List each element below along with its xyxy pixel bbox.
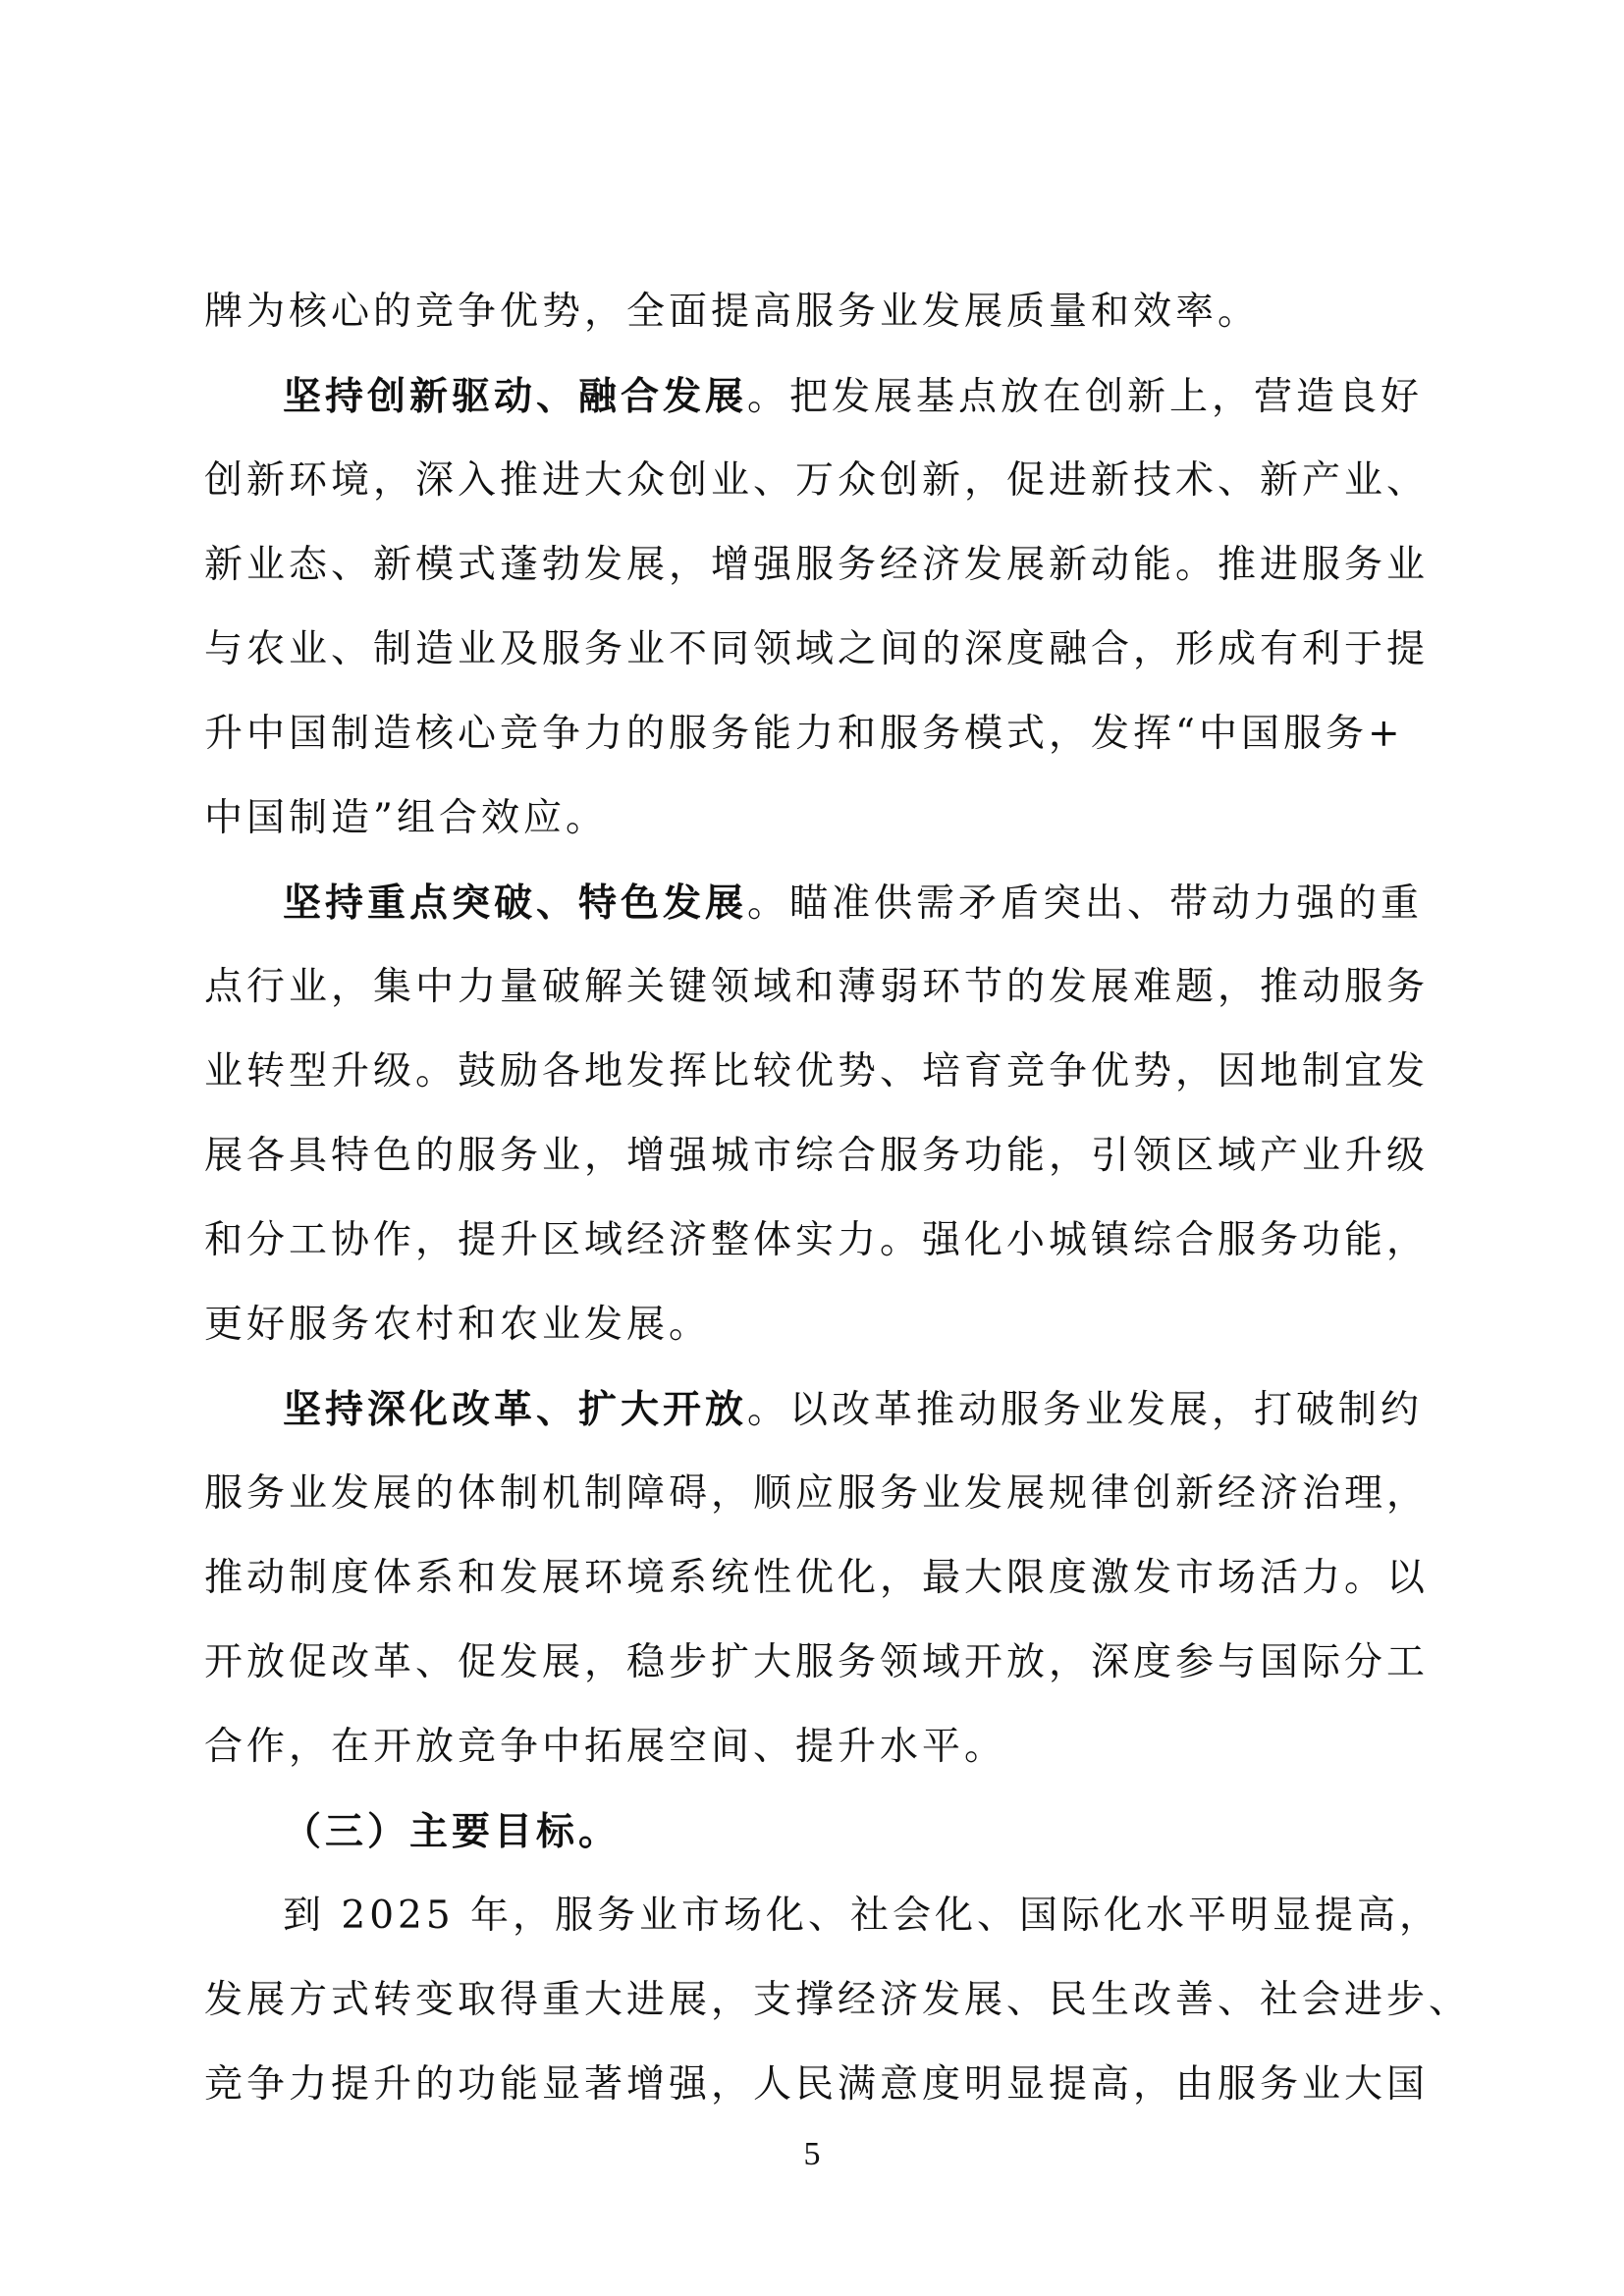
body-line-14-principle-reform	[204, 1385, 1500, 1435]
line-text: 与农业、制造业及服务业不同领域之间的深度融合，形成有利于提	[204, 627, 1430, 671]
body-line-3	[204, 456, 1430, 506]
line-text: 推动制度体系和发展环境系统性优化，最大限度激发市场活力。以	[204, 1556, 1430, 1600]
line-text: 。把发展基点放在创新上，营造良好	[747, 375, 1424, 419]
body-line-16	[204, 1554, 1430, 1603]
line-text: 升中国制造核心竞争力的服务能力和服务模式，发挥“中国服务+	[204, 712, 1404, 756]
body-line-9	[204, 963, 1430, 1012]
page-number: 5	[803, 2136, 821, 2172]
line-text: 中国制造”组合效应。	[204, 796, 608, 840]
body-line-21	[204, 1976, 1472, 2025]
section-heading-text: （三）主要目标。	[283, 1809, 622, 1854]
line-text: 牌为核心的竞争优势，全面提高服务业发展质量和效率。	[204, 290, 1261, 334]
line-text: 服务业发展的体制机制障碍，顺应服务业发展规律创新经济治理，	[204, 1471, 1430, 1516]
body-line-4	[204, 541, 1430, 590]
body-line-10	[204, 1047, 1430, 1096]
line-text: 发展方式转变取得重大进展，支撑经济发展、民生改善、社会进步、	[204, 1978, 1472, 2022]
section-heading-main-goals	[204, 1807, 1500, 1857]
body-line-6	[204, 710, 1422, 759]
body-line-20	[204, 1892, 1500, 1941]
line-text: 和分工协作，提升区域经济整体实力。强化小城镇综合服务功能，	[204, 1218, 1430, 1262]
line-text: 。瞄准供需矛盾突出、带动力强的重	[747, 881, 1424, 926]
line-text: 新业态、新模式蓬勃发展，增强服务经济发展新动能。推进服务业	[204, 543, 1430, 587]
body-line-1	[204, 288, 1422, 337]
line-text: 业转型升级。鼓励各地发挥比较优势、培育竞争优势，因地制宜发	[204, 1049, 1430, 1094]
body-line-18	[204, 1723, 1422, 1772]
line-text: 合作，在开放竞争中拓展空间、提升水平。	[204, 1725, 1007, 1769]
body-line-15	[204, 1469, 1430, 1519]
principle-heading-innovation: 坚持创新驱动、融合发展	[283, 374, 748, 419]
body-line-11	[204, 1132, 1430, 1181]
body-line-13	[204, 1301, 1422, 1350]
body-line-8-principle-breakthrough	[204, 879, 1500, 929]
principle-heading-reform: 坚持深化改革、扩大开放	[283, 1387, 748, 1432]
line-text: 开放促改革、促发展，稳步扩大服务领域开放，深度参与国际分工	[204, 1640, 1430, 1684]
line-text: 创新环境，深入推进大众创业、万众创新，促进新技术、新产业、	[204, 458, 1430, 503]
body-line-17	[204, 1638, 1430, 1687]
body-line-5	[204, 625, 1430, 674]
line-text: 更好服务农村和农业发展。	[204, 1303, 712, 1347]
body-line-22	[204, 2060, 1430, 2109]
principle-heading-breakthrough: 坚持重点突破、特色发展	[283, 881, 748, 926]
line-text: 展各具特色的服务业，增强城市综合服务功能，引领区域产业升级	[204, 1134, 1430, 1178]
line-text: 竞争力提升的功能显著增强，人民满意度明显提高，由服务业大国	[204, 2062, 1430, 2107]
body-line-7	[204, 794, 1422, 843]
body-line-12	[204, 1216, 1430, 1265]
line-text: 到 2025 年，服务业市场化、社会化、国际化水平明显提高，	[283, 1894, 1442, 1938]
line-text: 。以改革推动服务业发展，打破制约	[747, 1388, 1424, 1432]
body-line-2-principle-innovation	[204, 372, 1500, 422]
line-text: 点行业，集中力量破解关键领域和薄弱环节的发展难题，推动服务	[204, 965, 1430, 1009]
